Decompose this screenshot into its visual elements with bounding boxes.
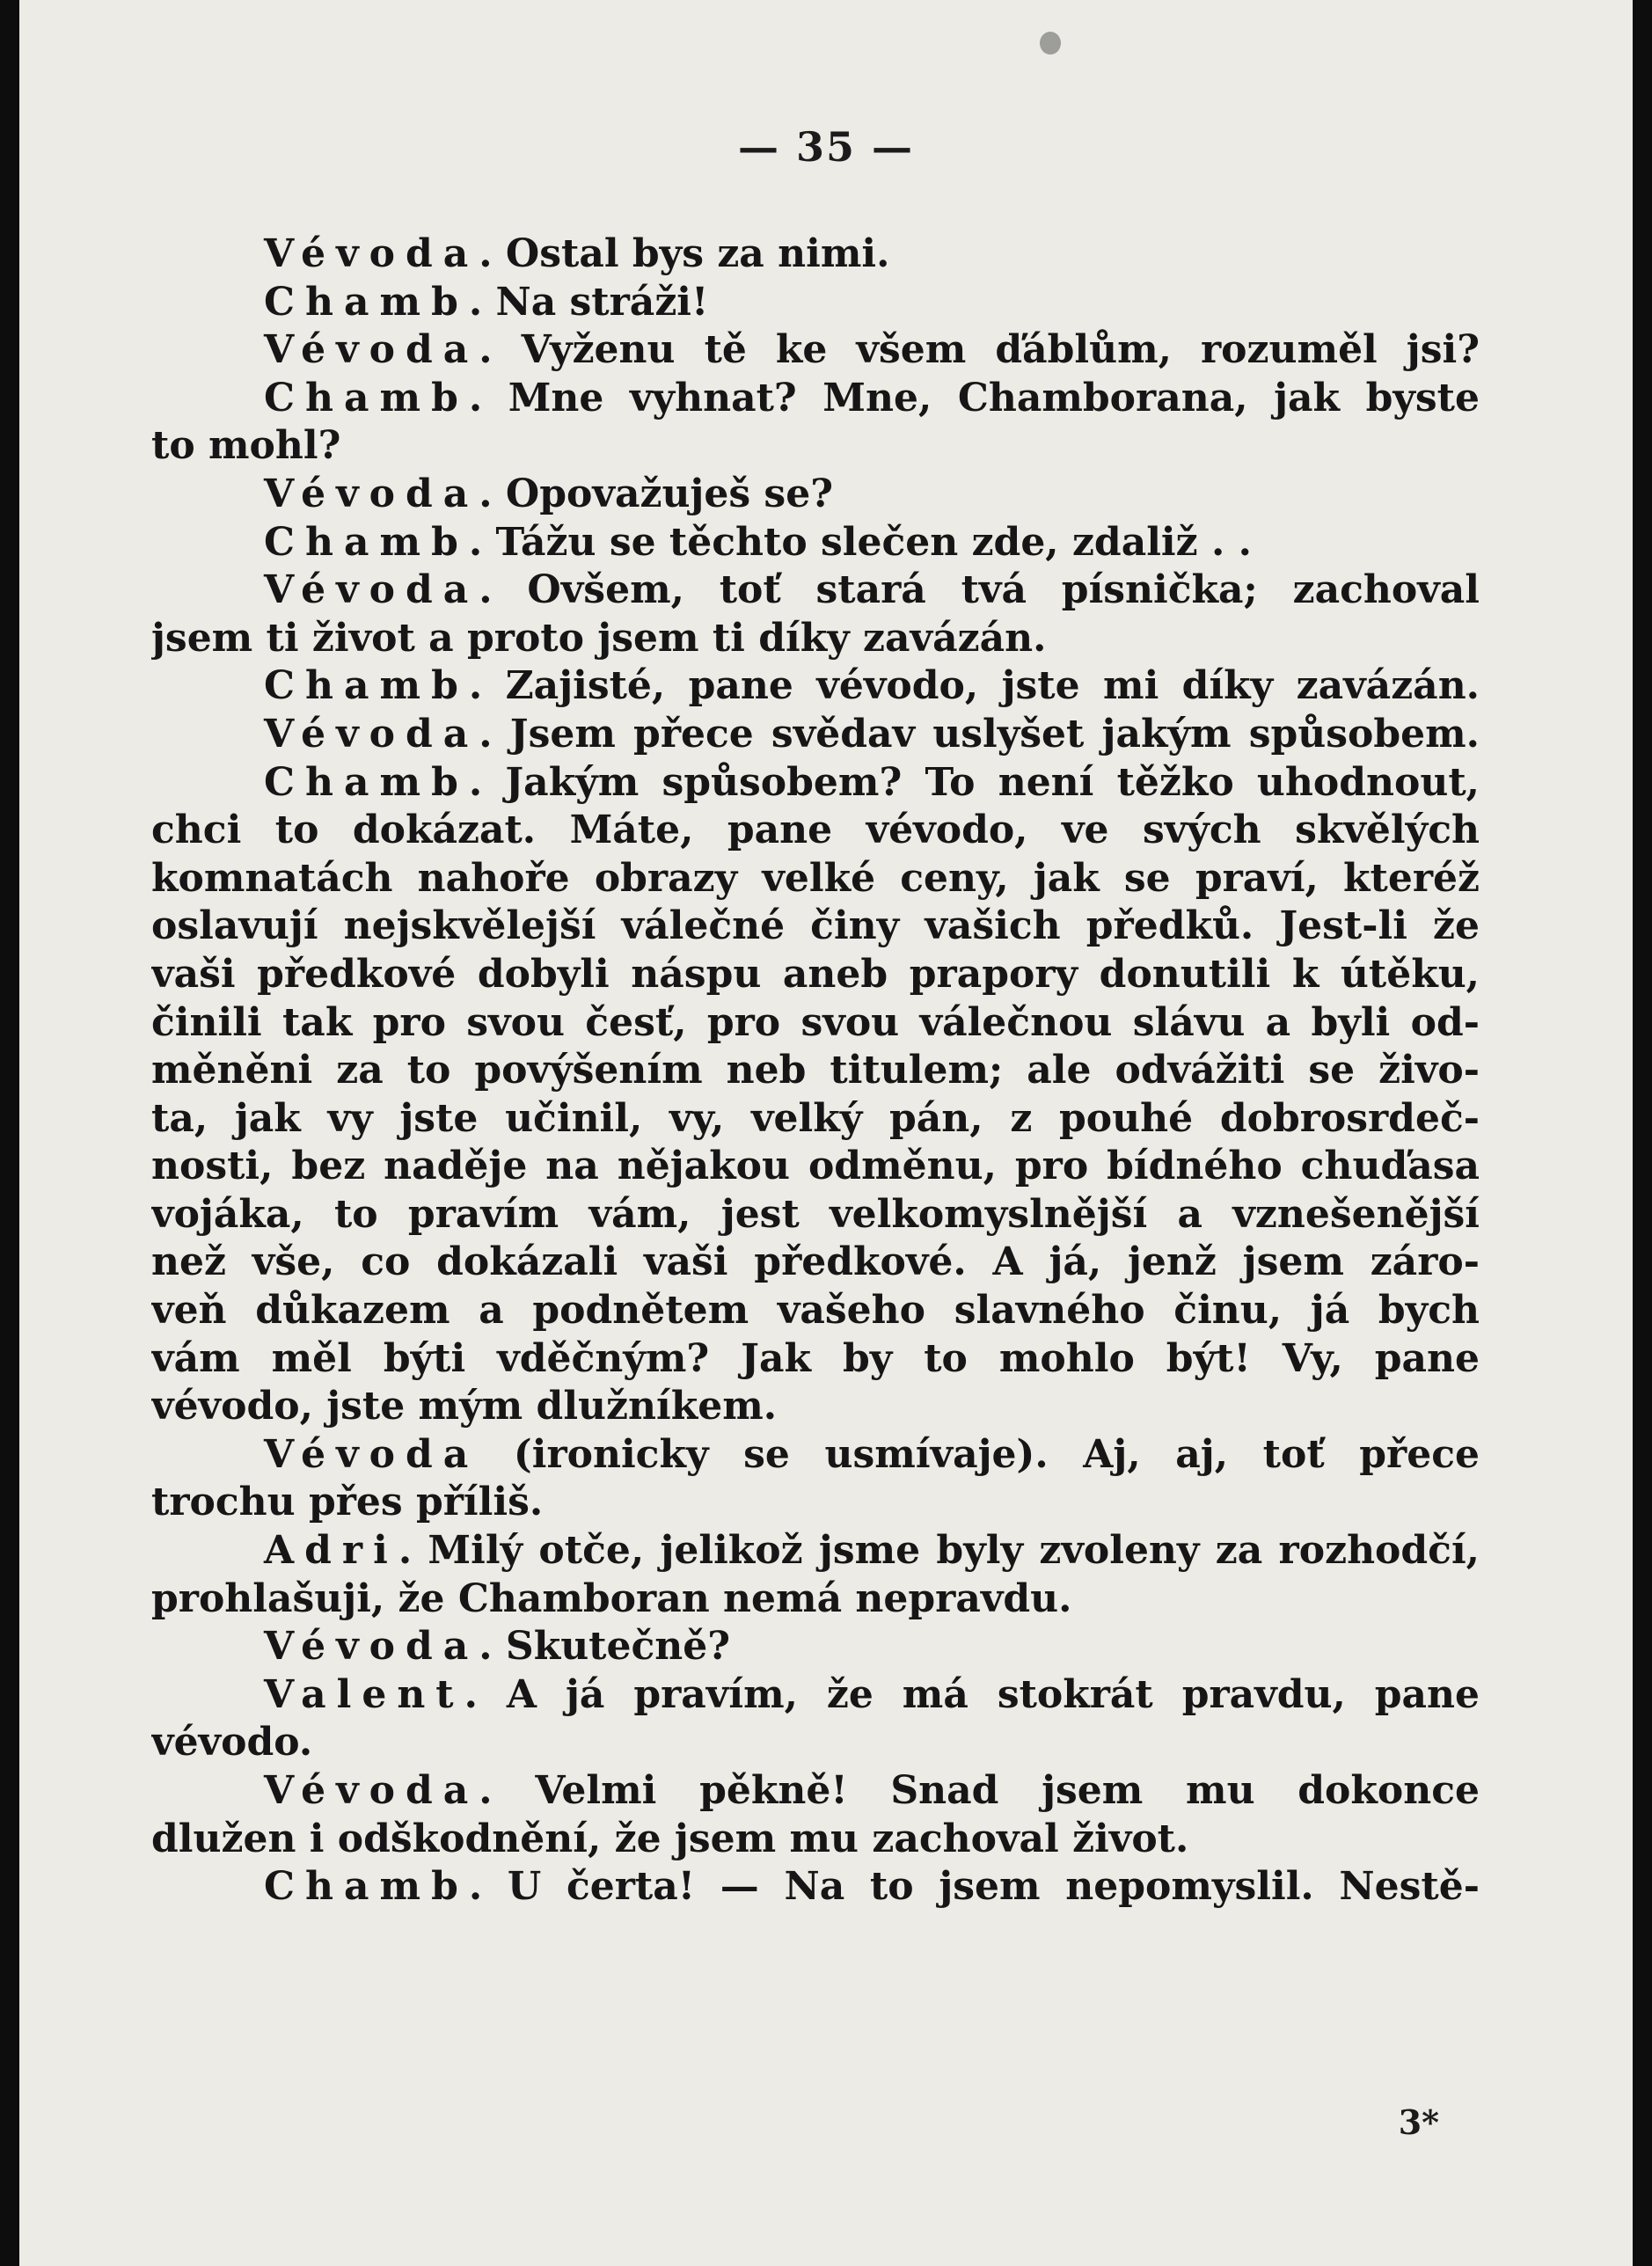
signature-mark: 3* [1398,2102,1439,2142]
speaker-name: Vévoda [264,567,479,613]
text-line [151,1047,1480,1095]
line-text: chci to dokázat. Máte, pane vévodo, ve svých skvělých [151,808,1480,853]
text-line [151,326,1480,375]
text-line [151,1575,1480,1624]
speaker-name: Vévoda [264,1768,479,1813]
text-line [151,519,1480,567]
text-line [151,471,1480,519]
speaker-name: Vévoda [264,231,479,276]
text-line [151,1191,1480,1239]
text-line [151,1863,1480,1911]
line-text: (ironicky se usmívaje). Aj, aj, toť přece [479,1431,1480,1477]
text-line [151,1239,1480,1287]
speaker-name: Vévoda [264,1431,479,1477]
line-text: . Jakým spůsobem? To není těžko uhodnout, [468,759,1480,805]
line-text: ta, jak vy jste učinil, vy, velký pán, z pouhé dobrosrdeč- [151,1095,1480,1141]
line-text: . Milý otče, jelikož jsme byly zvoleny za rozhodčí, [398,1528,1480,1574]
speaker-name: Chamb [264,519,469,565]
line-text: . Na stráži! [468,279,709,325]
text-line [151,1287,1480,1335]
speaker-name: Vévoda [264,711,479,757]
text-line [151,1479,1480,1527]
text-line [151,375,1480,423]
line-text: vaši předkové dobyli náspu aneb prapory donutili k útěku, [151,951,1480,997]
line-text: dlužen i odškodnění, že jsem mu zachoval život. [151,1816,1189,1861]
line-text: vévodo, jste mým dlužníkem. [151,1384,778,1429]
speaker-name: Chamb [264,1864,469,1910]
text-line [151,999,1480,1048]
text-line [151,807,1480,855]
line-text: vévodo. [151,1720,313,1765]
line-text: veň důkazem a podnětem vašeho slavného činu, já bych [151,1288,1480,1334]
line-text: měněni za to povýšením neb titulem; ale odvážiti se živo- [151,1048,1480,1093]
text-line [151,1143,1480,1191]
scan-right-edge [1633,0,1652,2266]
line-text: než vše, co dokázali vaši předkové. A já, jenž jsem záro- [151,1239,1480,1285]
text-line [151,1623,1480,1671]
book-page [19,0,1633,2266]
line-text: . Ostal bys za nimi. [479,231,890,276]
speaker-name: Vévoda [264,327,479,373]
page-body [151,230,1480,1911]
line-text: . Zajisté, pane vévodo, jste mi díky zavázán. [468,663,1480,709]
line-text: . Ovšem, toť stará tvá písnička; zachoval [479,567,1480,613]
line-text: nosti, bez naděje na nějakou odměnu, pro bídného chuďasa [151,1144,1480,1189]
speaker-name: Vévoda [264,1624,479,1670]
speaker-name: Chamb [264,663,469,709]
line-text: . Mne vyhnat? Mne, Chamborana, jak byste [468,375,1480,420]
text-line [151,1719,1480,1767]
line-text: . Vyženu tě ke všem ďáblům, rozuměl jsi? [479,327,1480,373]
speaker-name: Chamb [264,759,469,805]
text-line [151,759,1480,808]
line-text: komnatách nahoře obrazy velké ceny, jak se praví, kteréž [151,855,1480,901]
line-text: to mohl? [151,423,341,469]
text-line [151,1383,1480,1431]
line-text: vojáka, to pravím vám, jest velkomyslnější a vznešenější [151,1191,1480,1237]
line-text: . Opovažuješ se? [479,471,833,516]
text-line [151,1816,1480,1864]
text-line [151,279,1480,327]
text-line [151,1671,1480,1720]
line-text: činili tak pro svou česť, pro svou válečnou slávu a byli od- [151,999,1480,1045]
text-line [151,422,1480,471]
line-text: . Velmi pěkně! Snad jsem mu dokonce [479,1768,1480,1813]
line-text: . Skutečně? [479,1624,731,1670]
text-line [151,230,1480,279]
line-text: jsem ti život a proto jsem ti díky zavázán. [151,615,1047,661]
line-text: . Tážu se těchto slečen zde, zdaliž . . [468,519,1252,565]
speaker-name: Chamb [264,375,469,420]
text-line [151,1767,1480,1816]
text-line [151,903,1480,951]
text-line [151,566,1480,615]
ink-stain [1040,32,1061,55]
scan-left-edge [0,0,19,2266]
speaker-name: Chamb [264,279,469,325]
line-text: trochu přes příliš. [151,1480,544,1525]
page-number: — 35 — [737,123,915,171]
speaker-name: Adri [264,1528,398,1574]
speaker-name: Valent [264,1671,464,1717]
line-text: oslavují nejskvělejší válečné činy vašich předků. Jest-li že [151,903,1480,949]
speaker-name: Vévoda [264,471,479,516]
text-line [151,1527,1480,1575]
text-line [151,711,1480,759]
line-text: vám měl býti vděčným? Jak by to mohlo být! Vy, pane [151,1335,1480,1381]
line-text: prohlašuji, že Chamboran nemá nepravdu. [151,1575,1072,1621]
line-text: . Jsem přece svědav uslyšet jakým spůsobem. [479,711,1480,757]
line-text: . U čerta! — Na to jsem nepomyslil. Nestě- [468,1864,1480,1910]
text-line [151,615,1480,663]
text-line [151,855,1480,903]
text-line [151,1431,1480,1480]
text-line [151,1095,1480,1144]
text-line [151,951,1480,999]
text-line [151,1335,1480,1384]
text-line [151,662,1480,711]
line-text: . A já pravím, že má stokrát pravdu, pane [464,1671,1480,1717]
